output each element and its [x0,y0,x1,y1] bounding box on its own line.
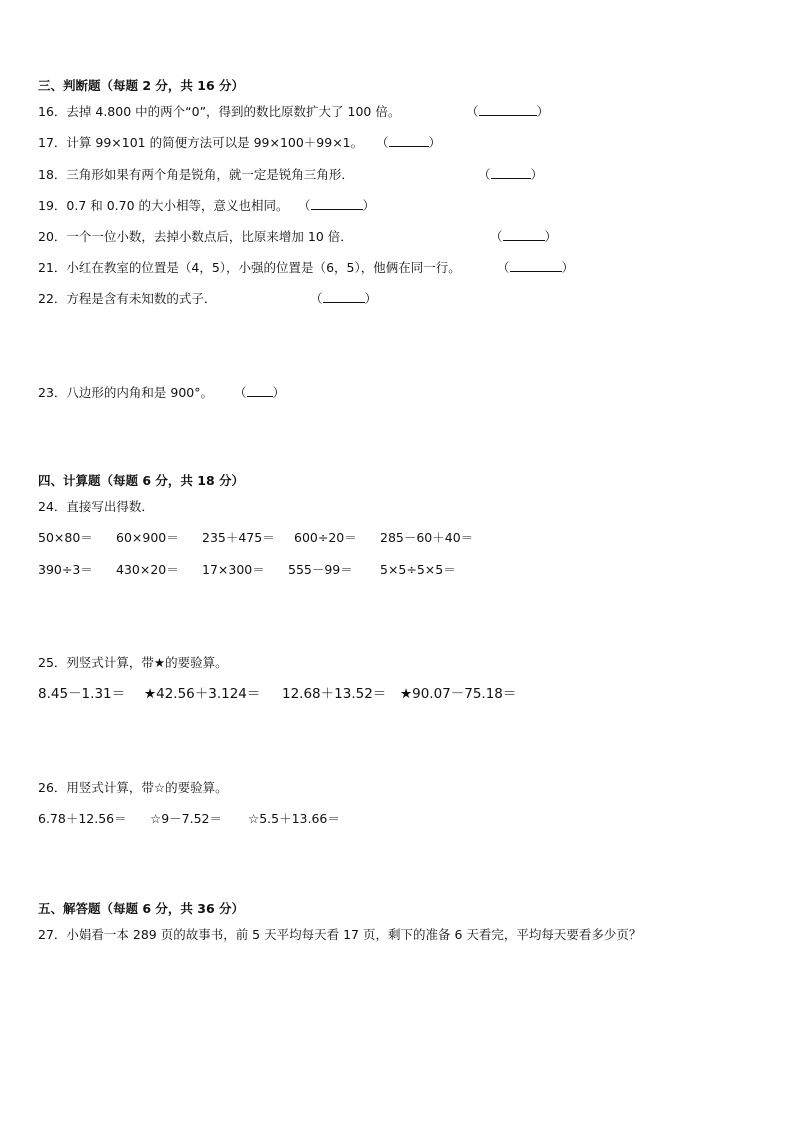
q24-expr-9: 555－99＝ [288,562,353,577]
answer-blank-17[interactable] [376,135,441,151]
q24-expr-4: 600÷20＝ [294,530,357,545]
blank-open-paren: （ [310,291,323,306]
blank-close-paren: ） [536,104,550,119]
q26-expr-3: ☆5.5＋13.66＝ [248,811,340,826]
q24-expr-10: 5×5÷5×5＝ [380,562,456,577]
blank-close-paren: ） [362,198,376,213]
section-5-title: 五、解答题（每题 6 分，共 36 分） [38,901,245,916]
question-27: 27．小娟看一本 289 页的故事书，前 5 天平均每天看 17 页，剩下的准备 6 天看完，平均每天要看多少页？ [38,927,642,942]
q24-expr-6: 390÷3＝ [38,562,93,577]
blank-close-paren: ） [561,260,575,275]
question-19: 19．0.7 和 0.70 的大小相等，意义也相同。 [38,198,289,213]
blank-open-paren: （ [497,260,510,275]
question-17: 17．计算 99×101 的简便方法可以是 99×100＋99×1。 [38,135,364,150]
question-23: 23．八边形的内角和是 900°。 [38,385,213,400]
q24-expr-3: 235＋475＝ [202,530,275,545]
q24-expr-8: 17×300＝ [202,562,265,577]
question-21: 21．小红在教室的位置是（4，5），小强的位置是（6，5），他俩在同一行。 [38,260,461,275]
blank-open-paren: （ [466,104,479,119]
question-16: 16．去掉 4.800 中的两个“0”，得到的数比原数扩大了 100 倍。 [38,104,401,119]
blank-close-paren: ） [428,135,442,150]
q26-expr-2: ☆9－7.52＝ [150,811,222,826]
q24-expr-5: 285－60＋40＝ [380,530,474,545]
question-18: 18．三角形如果有两个角是锐角，就一定是锐角三角形． [38,167,354,182]
q24-expr-7: 430×20＝ [116,562,179,577]
blank-open-paren: （ [234,385,247,400]
question-22: 22．方程是含有未知数的式子． [38,291,217,306]
blank-close-paren: ） [544,229,558,244]
q24-expr-1: 50×80＝ [38,530,93,545]
answer-blank-21[interactable] [497,260,574,276]
blank-close-paren: ） [530,167,544,182]
q25-expr-2: ★42.56＋3.124＝ [144,686,261,702]
blank-open-paren: （ [298,198,311,213]
blank-open-paren: （ [376,135,389,150]
answer-blank-16[interactable] [466,104,549,120]
q26-expr-1: 6.78＋12.56＝ [38,811,127,826]
q25-expr-4: ★90.07－75.18＝ [400,686,517,702]
blank-open-paren: （ [490,229,503,244]
blank-close-paren: ） [364,291,378,306]
q24-expr-2: 60×900＝ [116,530,179,545]
question-20: 20．一个一位小数，去掉小数点后，比原来增加 10 倍． [38,229,353,244]
blank-open-paren: （ [478,167,491,182]
blank-close-paren: ） [272,385,286,400]
answer-blank-20[interactable] [490,229,557,245]
q25-expr-3: 12.68＋13.52＝ [282,686,387,702]
section-3-title: 三、判断题（每题 2 分，共 16 分） [38,78,245,93]
answer-blank-23[interactable] [234,385,285,401]
answer-blank-19[interactable] [298,198,375,214]
q25-expr-1: 8.45－1.31＝ [38,686,126,702]
answer-blank-18[interactable] [478,167,543,183]
question-25-prompt: 25．列竖式计算，带★的要验算。 [38,655,228,670]
section-4-title: 四、计算题（每题 6 分，共 18 分） [38,473,245,488]
question-24-prompt: 24．直接写出得数． [38,499,154,514]
question-26-prompt: 26．用竖式计算，带☆的要验算。 [38,780,228,795]
answer-blank-22[interactable] [310,291,377,307]
